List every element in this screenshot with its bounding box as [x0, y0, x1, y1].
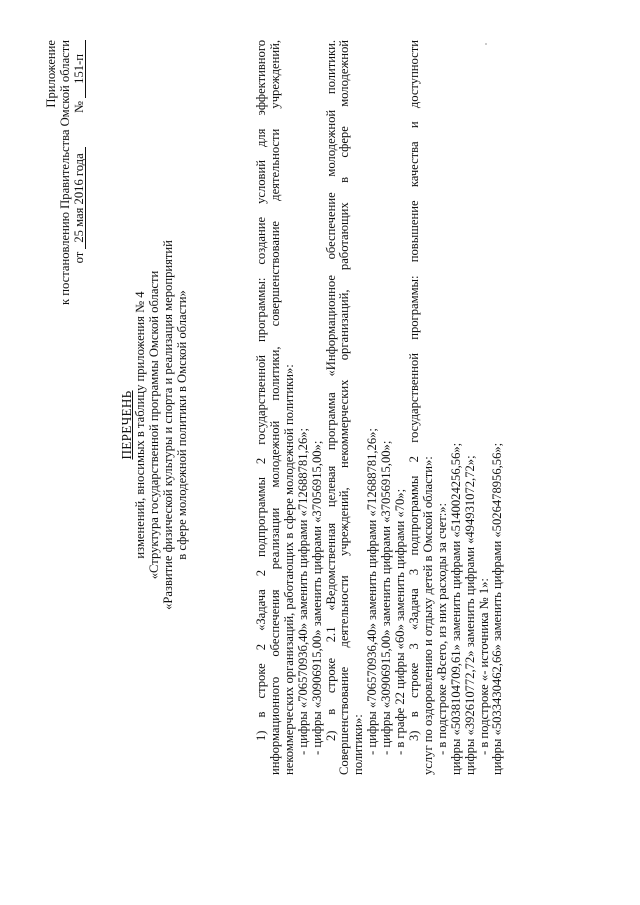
- resolution-date: 25 мая 2016 года: [73, 147, 86, 248]
- item-3-line-7: цифры «5033430462,66» заменить цифрами «5026478956,56»;: [490, 442, 505, 775]
- item-2-line-6: - в графе 22 цифры «60» заменить цифрами «70»;: [393, 488, 408, 755]
- title-line-2: «Структура государственной программы Омской области: [146, 270, 161, 580]
- item-2-line-4: - цифры «706570936,40» заменить цифрами «712688781,26»;: [365, 428, 380, 755]
- item-2-line-1: 2) в строке 2.1 «Ведомственная целевая программа «Информационное обеспечение молодежной политики.: [323, 40, 338, 741]
- item-3-line-4: цифры «5038104709,61» заменить цифрами «5140024256,56»;: [448, 442, 463, 775]
- item-1-line-1: 1) в строке 2 «Задача 2 подпрограммы 2 государственной программы: создание условий для эффективного: [254, 40, 268, 741]
- body-text: [255, 40, 505, 775]
- title-line-3: «Развитие физической культуры и спорта и реализация мероприятий: [160, 240, 175, 610]
- scan-speck: [485, 43, 487, 45]
- item-2-line-3: политики»:: [351, 714, 366, 775]
- appendix-resolution: к постановлению Правительства Омской области: [57, 40, 72, 305]
- resolution-number: 151-п: [73, 40, 86, 98]
- document-title: ПЕРЕЧЕНЬ: [119, 390, 134, 460]
- from-label: от: [71, 251, 86, 264]
- title-block: [120, 165, 190, 685]
- item-1-line-2: информационного обеспечения реализации молодежной политики, совершенствование деятельности учреждений,: [267, 40, 282, 775]
- item-1-line-5: - цифры «30906915,00» заменить цифрами «37056915,00»;: [309, 440, 324, 755]
- title-line-1: изменений, вносимых в таблицу приложения № 4: [132, 291, 147, 559]
- item-3-line-6: - в подстроке «- источника № 1»:: [476, 578, 491, 755]
- number-label: №: [71, 100, 86, 114]
- item-2-line-5: - цифры «30906915,00» заменить цифрами «37056915,00»;: [379, 440, 394, 755]
- item-3-line-3: - в подстроке «Всего, из них расходы за счет:»:: [434, 502, 449, 755]
- appendix-label: Приложение: [44, 40, 58, 108]
- item-3-line-2: услуг по оздоровлению и отдыху детей в Омской области»:: [420, 456, 435, 775]
- title-line-4: в сфере молодежной политики в Омской области»: [174, 290, 189, 560]
- item-3-line-5: цифры «392610772,72» заменить цифрами «494931072,72»;: [462, 455, 477, 775]
- item-1-line-3: некоммерческих организаций, работающих в сфере молодежной политики»:: [281, 364, 296, 775]
- appendix-block: [45, 40, 87, 380]
- item-2-line-2: Совершенствование деятельности учреждений, некоммерческих организаций, работающих в сфере молодежной: [337, 40, 352, 775]
- item-3-line-1: 3) в строке 3 «Задача 3 подпрограммы 2 государственной программы: повышение качества и доступности: [406, 40, 421, 741]
- item-1-line-4: - цифры «70657093б,40» заменить цифрами «712688781,26»;: [295, 427, 310, 755]
- appendix-date-number: [73, 40, 87, 380]
